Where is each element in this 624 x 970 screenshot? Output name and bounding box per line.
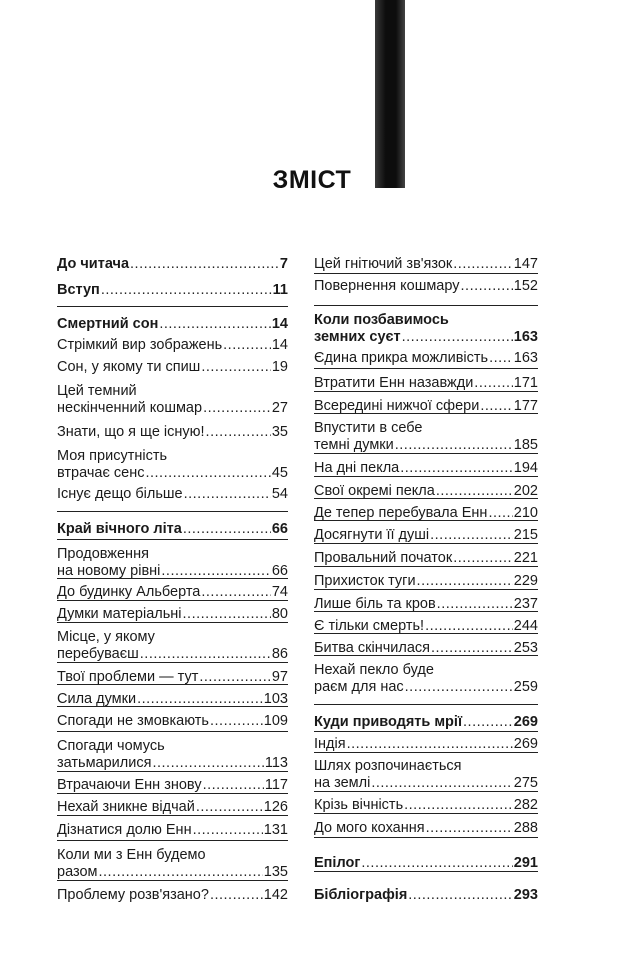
toc-separator-rule bbox=[314, 655, 538, 656]
toc-page-number: 163 bbox=[513, 329, 538, 345]
toc-page-number: 14 bbox=[271, 316, 288, 332]
toc-entry-title-line: Коли ми з Енн будемо bbox=[57, 847, 206, 863]
toc-dot-leader bbox=[402, 329, 513, 346]
page-title: ЗМІСТ bbox=[272, 166, 352, 194]
toc-separator-rule bbox=[314, 791, 538, 792]
toc-page-number: 269 bbox=[513, 714, 538, 730]
toc-page-number: 14 bbox=[271, 337, 288, 353]
toc-dot-leader bbox=[145, 465, 270, 482]
toc-entry-title: Проблему розв'язано? bbox=[57, 887, 209, 903]
toc-entry-title: затьмарилися bbox=[57, 755, 152, 771]
toc-page-number: 54 bbox=[271, 486, 288, 502]
toc-separator-rule bbox=[314, 731, 538, 732]
toc-page-number: 35 bbox=[271, 424, 288, 440]
toc-entry-title: Сон, у якому ти спиш bbox=[57, 359, 201, 375]
toc-entry-title: Куди приводять мрії bbox=[314, 714, 463, 730]
toc-entry-title-line: Моя присутність bbox=[57, 448, 168, 464]
toc-dot-leader bbox=[405, 679, 513, 696]
toc-entry-title: На дні пекла bbox=[314, 460, 400, 476]
toc-separator-rule bbox=[314, 543, 538, 544]
toc-dot-leader bbox=[201, 584, 270, 601]
toc-entry-title: Вступ bbox=[57, 282, 100, 298]
toc-separator-rule bbox=[57, 731, 288, 732]
toc-right-entry bbox=[314, 350, 538, 367]
toc-entry-title-line: Нехай пекло буде bbox=[314, 662, 434, 678]
toc-left-entry bbox=[57, 584, 288, 601]
toc-page-number: 27 bbox=[271, 400, 288, 416]
toc-right-entry bbox=[314, 460, 538, 477]
toc-right-entry bbox=[314, 820, 538, 837]
toc-separator-rule bbox=[314, 704, 538, 705]
toc-left-entry bbox=[57, 282, 288, 299]
toc-dot-leader bbox=[347, 736, 513, 753]
toc-separator-rule bbox=[314, 813, 538, 814]
toc-entry-title: темні думки bbox=[314, 437, 394, 453]
toc-right-entry bbox=[314, 375, 538, 392]
toc-entry-title: До мого кохання bbox=[314, 820, 425, 836]
toc-left-entry bbox=[57, 799, 288, 816]
toc-dot-leader bbox=[404, 797, 513, 814]
toc-page-number: 74 bbox=[271, 584, 288, 600]
toc-right-entry bbox=[314, 573, 538, 590]
toc-left-entry bbox=[57, 486, 288, 503]
toc-page-number: 80 bbox=[271, 606, 288, 622]
toc-page-number: 126 bbox=[263, 799, 288, 815]
toc-entry-title: Бібліографія bbox=[314, 887, 408, 903]
toc-entry-title: Свої окремі пекла bbox=[314, 483, 435, 499]
toc-left-entry bbox=[57, 777, 288, 794]
toc-right-entry bbox=[314, 662, 538, 696]
toc-entry-title: Прихисток туги bbox=[314, 573, 416, 589]
toc-dot-leader bbox=[453, 256, 513, 273]
toc-entry-title-line: Впустити в себе bbox=[314, 420, 423, 436]
toc-right-entry bbox=[314, 797, 538, 814]
toc-entry-title: перебуваєш bbox=[57, 646, 139, 662]
toc-entry-title: Повернення кошмару bbox=[314, 278, 460, 294]
toc-left-entry bbox=[57, 606, 288, 623]
toc-separator-rule bbox=[57, 880, 288, 881]
toc-separator-rule bbox=[314, 871, 538, 872]
toc-left-entry bbox=[57, 847, 288, 881]
toc-dot-leader bbox=[417, 573, 513, 590]
toc-separator-rule bbox=[314, 589, 538, 590]
toc-left-entry bbox=[57, 887, 288, 904]
toc-separator-rule bbox=[314, 611, 538, 612]
toc-dot-leader bbox=[210, 887, 263, 904]
toc-entry-title: Нехай зникне відчай bbox=[57, 799, 195, 815]
toc-page-number: 152 bbox=[513, 278, 538, 294]
toc-separator-rule bbox=[314, 837, 538, 838]
toc-entry-title: Знати, що я ще існую! bbox=[57, 424, 205, 440]
toc-separator-rule bbox=[57, 539, 288, 540]
toc-separator-rule bbox=[57, 840, 288, 841]
toc-right-entry bbox=[314, 758, 538, 792]
toc-dot-leader bbox=[183, 521, 271, 538]
toc-separator-rule bbox=[57, 600, 288, 601]
toc-page-number: 171 bbox=[513, 375, 538, 391]
toc-right-entry bbox=[314, 550, 538, 567]
toc-entry-title: Спогади не змовкають bbox=[57, 713, 209, 729]
toc-entry-title: Де тепер перебувала Енн bbox=[314, 505, 488, 521]
toc-dot-leader bbox=[463, 714, 513, 731]
toc-entry-title: на землі bbox=[314, 775, 371, 791]
toc-left-entry bbox=[57, 448, 288, 482]
toc-left-entry bbox=[57, 256, 288, 273]
toc-page-number: 109 bbox=[263, 713, 288, 729]
toc-separator-rule bbox=[57, 578, 288, 579]
toc-left-entry bbox=[57, 546, 288, 580]
toc-left-entry bbox=[57, 738, 288, 772]
toc-entry-title: До читача bbox=[57, 256, 130, 272]
toc-dot-leader bbox=[159, 316, 271, 333]
toc-left-entry bbox=[57, 337, 288, 354]
toc-dot-leader bbox=[203, 400, 271, 417]
toc-entry-title-line: Спогади чомусь bbox=[57, 738, 165, 754]
toc-page-number: 66 bbox=[271, 563, 288, 579]
toc-page-number: 282 bbox=[513, 797, 538, 813]
toc-separator-rule bbox=[57, 793, 288, 794]
toc-page-number: 275 bbox=[513, 775, 538, 791]
toc-separator-rule bbox=[57, 306, 288, 307]
toc-dot-leader bbox=[474, 375, 513, 392]
toc-dot-leader bbox=[130, 256, 279, 273]
toc-entry-title: Всередині нижчої сфери bbox=[314, 398, 480, 414]
toc-dot-leader bbox=[203, 777, 264, 794]
toc-left-entry bbox=[57, 383, 288, 417]
toc-separator-rule bbox=[314, 476, 538, 477]
toc-entry-title: Дізнатися долю Енн bbox=[57, 822, 192, 838]
toc-entry-title: До будинку Альберта bbox=[57, 584, 201, 600]
toc-entry-title-line: Шлях розпочинається bbox=[314, 758, 462, 774]
toc-entry-title: Лише біль та кров bbox=[314, 596, 436, 612]
toc-page-number: 7 bbox=[279, 256, 288, 272]
toc-entry-title: Досягнути її душі bbox=[314, 527, 430, 543]
toc-dot-leader bbox=[206, 424, 271, 441]
toc-dot-leader bbox=[140, 646, 271, 663]
toc-separator-rule bbox=[57, 511, 288, 512]
toc-left-entry bbox=[57, 629, 288, 663]
toc-separator-rule bbox=[314, 391, 538, 392]
toc-page-number: 244 bbox=[513, 618, 538, 634]
toc-page-number: 229 bbox=[513, 573, 538, 589]
toc-right-entry bbox=[314, 278, 538, 295]
toc-separator-rule bbox=[314, 368, 538, 369]
toc-separator-rule bbox=[314, 520, 538, 521]
toc-dot-leader bbox=[371, 775, 512, 792]
toc-separator-rule bbox=[57, 622, 288, 623]
toc-separator-rule bbox=[314, 273, 538, 274]
toc-dot-leader bbox=[430, 527, 513, 544]
toc-entry-title-line: Цей темний bbox=[57, 383, 137, 399]
toc-dot-leader bbox=[395, 437, 513, 454]
toc-dot-leader bbox=[400, 460, 513, 477]
toc-entry-title: разом bbox=[57, 864, 98, 880]
toc-separator-rule bbox=[57, 684, 288, 685]
toc-page-number: 131 bbox=[263, 822, 288, 838]
toc-page-number: 221 bbox=[513, 550, 538, 566]
toc-dot-leader bbox=[453, 550, 513, 567]
toc-entry-title: Епілог bbox=[314, 855, 361, 871]
toc-left-entry bbox=[57, 316, 288, 333]
toc-dot-leader bbox=[201, 359, 271, 376]
toc-right-entry bbox=[314, 420, 538, 454]
toc-page-number: 269 bbox=[513, 736, 538, 752]
toc-page-number: 45 bbox=[271, 465, 288, 481]
toc-right-entry bbox=[314, 855, 538, 872]
toc-entry-title: Сила думки bbox=[57, 691, 137, 707]
toc-page-number: 293 bbox=[513, 887, 538, 903]
toc-page-number: 291 bbox=[513, 855, 538, 871]
toc-entry-title: Є тільки смерть! bbox=[314, 618, 425, 634]
toc-dot-leader bbox=[98, 864, 262, 881]
toc-page-number: 288 bbox=[513, 820, 538, 836]
toc-page-number: 66 bbox=[271, 521, 288, 537]
toc-left-entry bbox=[57, 521, 288, 538]
toc-separator-rule bbox=[314, 453, 538, 454]
toc-page-number: 11 bbox=[272, 282, 288, 298]
toc-entry-title: Існує дещо більше bbox=[57, 486, 183, 502]
toc-separator-rule bbox=[314, 305, 538, 306]
toc-separator-rule bbox=[314, 752, 538, 753]
toc-entry-title: Втратити Енн назавжди bbox=[314, 375, 474, 391]
toc-separator-rule bbox=[314, 498, 538, 499]
toc-left-entry bbox=[57, 359, 288, 376]
toc-right-entry bbox=[314, 527, 538, 544]
toc-dot-leader bbox=[223, 337, 271, 354]
toc-page-number: 19 bbox=[271, 359, 288, 375]
toc-entry-title: нескінченний кошмар bbox=[57, 400, 203, 416]
toc-entry-title: земних суєт bbox=[314, 329, 401, 345]
toc-entry-title-line: Продовження bbox=[57, 546, 149, 562]
toc-right-entry bbox=[314, 714, 538, 731]
toc-separator-rule bbox=[314, 413, 538, 414]
toc-separator-rule bbox=[314, 566, 538, 567]
toc-left-entry bbox=[57, 822, 288, 839]
toc-entry-title: Смертний сон bbox=[57, 316, 159, 332]
toc-dot-leader bbox=[183, 606, 271, 623]
toc-page-number: 202 bbox=[513, 483, 538, 499]
toc-separator-rule bbox=[314, 633, 538, 634]
toc-page-number: 185 bbox=[513, 437, 538, 453]
toc-entry-title: Твої проблеми — тут bbox=[57, 669, 199, 685]
toc-entry-title: Битва скінчилася bbox=[314, 640, 430, 656]
toc-dot-leader bbox=[101, 282, 272, 299]
toc-entry-title: Думки матеріальні bbox=[57, 606, 182, 622]
toc-page-number: 194 bbox=[513, 460, 538, 476]
toc-right-entry bbox=[314, 312, 538, 346]
toc-entry-title: Провальний початок bbox=[314, 550, 453, 566]
toc-entry-title: раєм для нас bbox=[314, 679, 404, 695]
toc-separator-rule bbox=[57, 706, 288, 707]
toc-page-number: 135 bbox=[263, 864, 288, 880]
toc-entry-title: Індія bbox=[314, 736, 346, 752]
toc-dot-leader bbox=[408, 887, 513, 904]
toc-page-number: 113 bbox=[264, 755, 288, 771]
toc-entry-title: Стрімкий вир зображень bbox=[57, 337, 223, 353]
toc-entry-title: Край вічного літа bbox=[57, 521, 182, 537]
toc-right-entry bbox=[314, 736, 538, 753]
toc-page-number: 142 bbox=[263, 887, 288, 903]
toc-dot-leader bbox=[461, 278, 513, 295]
toc-dot-leader bbox=[210, 713, 263, 730]
toc-page-number: 215 bbox=[513, 527, 538, 543]
toc-dot-leader bbox=[361, 855, 512, 872]
toc-dot-leader bbox=[184, 486, 271, 503]
toc-dot-leader bbox=[426, 820, 513, 837]
toc-entry-title: втрачає сенс bbox=[57, 465, 145, 481]
toc-dot-leader bbox=[193, 822, 263, 839]
toc-dot-leader bbox=[489, 350, 513, 367]
toc-page-number: 259 bbox=[513, 679, 538, 695]
toc-entry-title: Крізь вічність bbox=[314, 797, 404, 813]
toc-dot-leader bbox=[196, 799, 263, 816]
toc-page-number: 177 bbox=[513, 398, 538, 414]
toc-left-entry bbox=[57, 424, 288, 441]
toc-right-entry bbox=[314, 256, 538, 273]
toc-right-entry bbox=[314, 887, 538, 904]
toc-entry-title: на новому рівні bbox=[57, 563, 161, 579]
toc-entry-title-line: Коли позбавимось bbox=[314, 312, 449, 328]
toc-separator-rule bbox=[57, 815, 288, 816]
header-bookmark-bar bbox=[375, 0, 405, 188]
toc-entry-title-line: Місце, у якому bbox=[57, 629, 155, 645]
toc-entry-title: Цей гнітючий зв'язок bbox=[314, 256, 453, 272]
toc-page-number: 86 bbox=[271, 646, 288, 662]
toc-page-number: 117 bbox=[264, 777, 288, 793]
toc-dot-leader bbox=[152, 755, 263, 772]
toc-page-number: 210 bbox=[513, 505, 538, 521]
toc-separator-rule bbox=[57, 662, 288, 663]
toc-left-entry bbox=[57, 713, 288, 730]
toc-entry-title: Єдина прикра можливість bbox=[314, 350, 489, 366]
toc-page-number: 103 bbox=[263, 691, 288, 707]
toc-page-number: 147 bbox=[513, 256, 538, 272]
toc-page-number: 163 bbox=[513, 350, 538, 366]
toc-entry-title: Втрачаючи Енн знову bbox=[57, 777, 202, 793]
toc-page-number: 253 bbox=[513, 640, 538, 656]
toc-page-number: 237 bbox=[513, 596, 538, 612]
toc-separator-rule bbox=[57, 771, 288, 772]
toc-page-number: 97 bbox=[271, 669, 288, 685]
